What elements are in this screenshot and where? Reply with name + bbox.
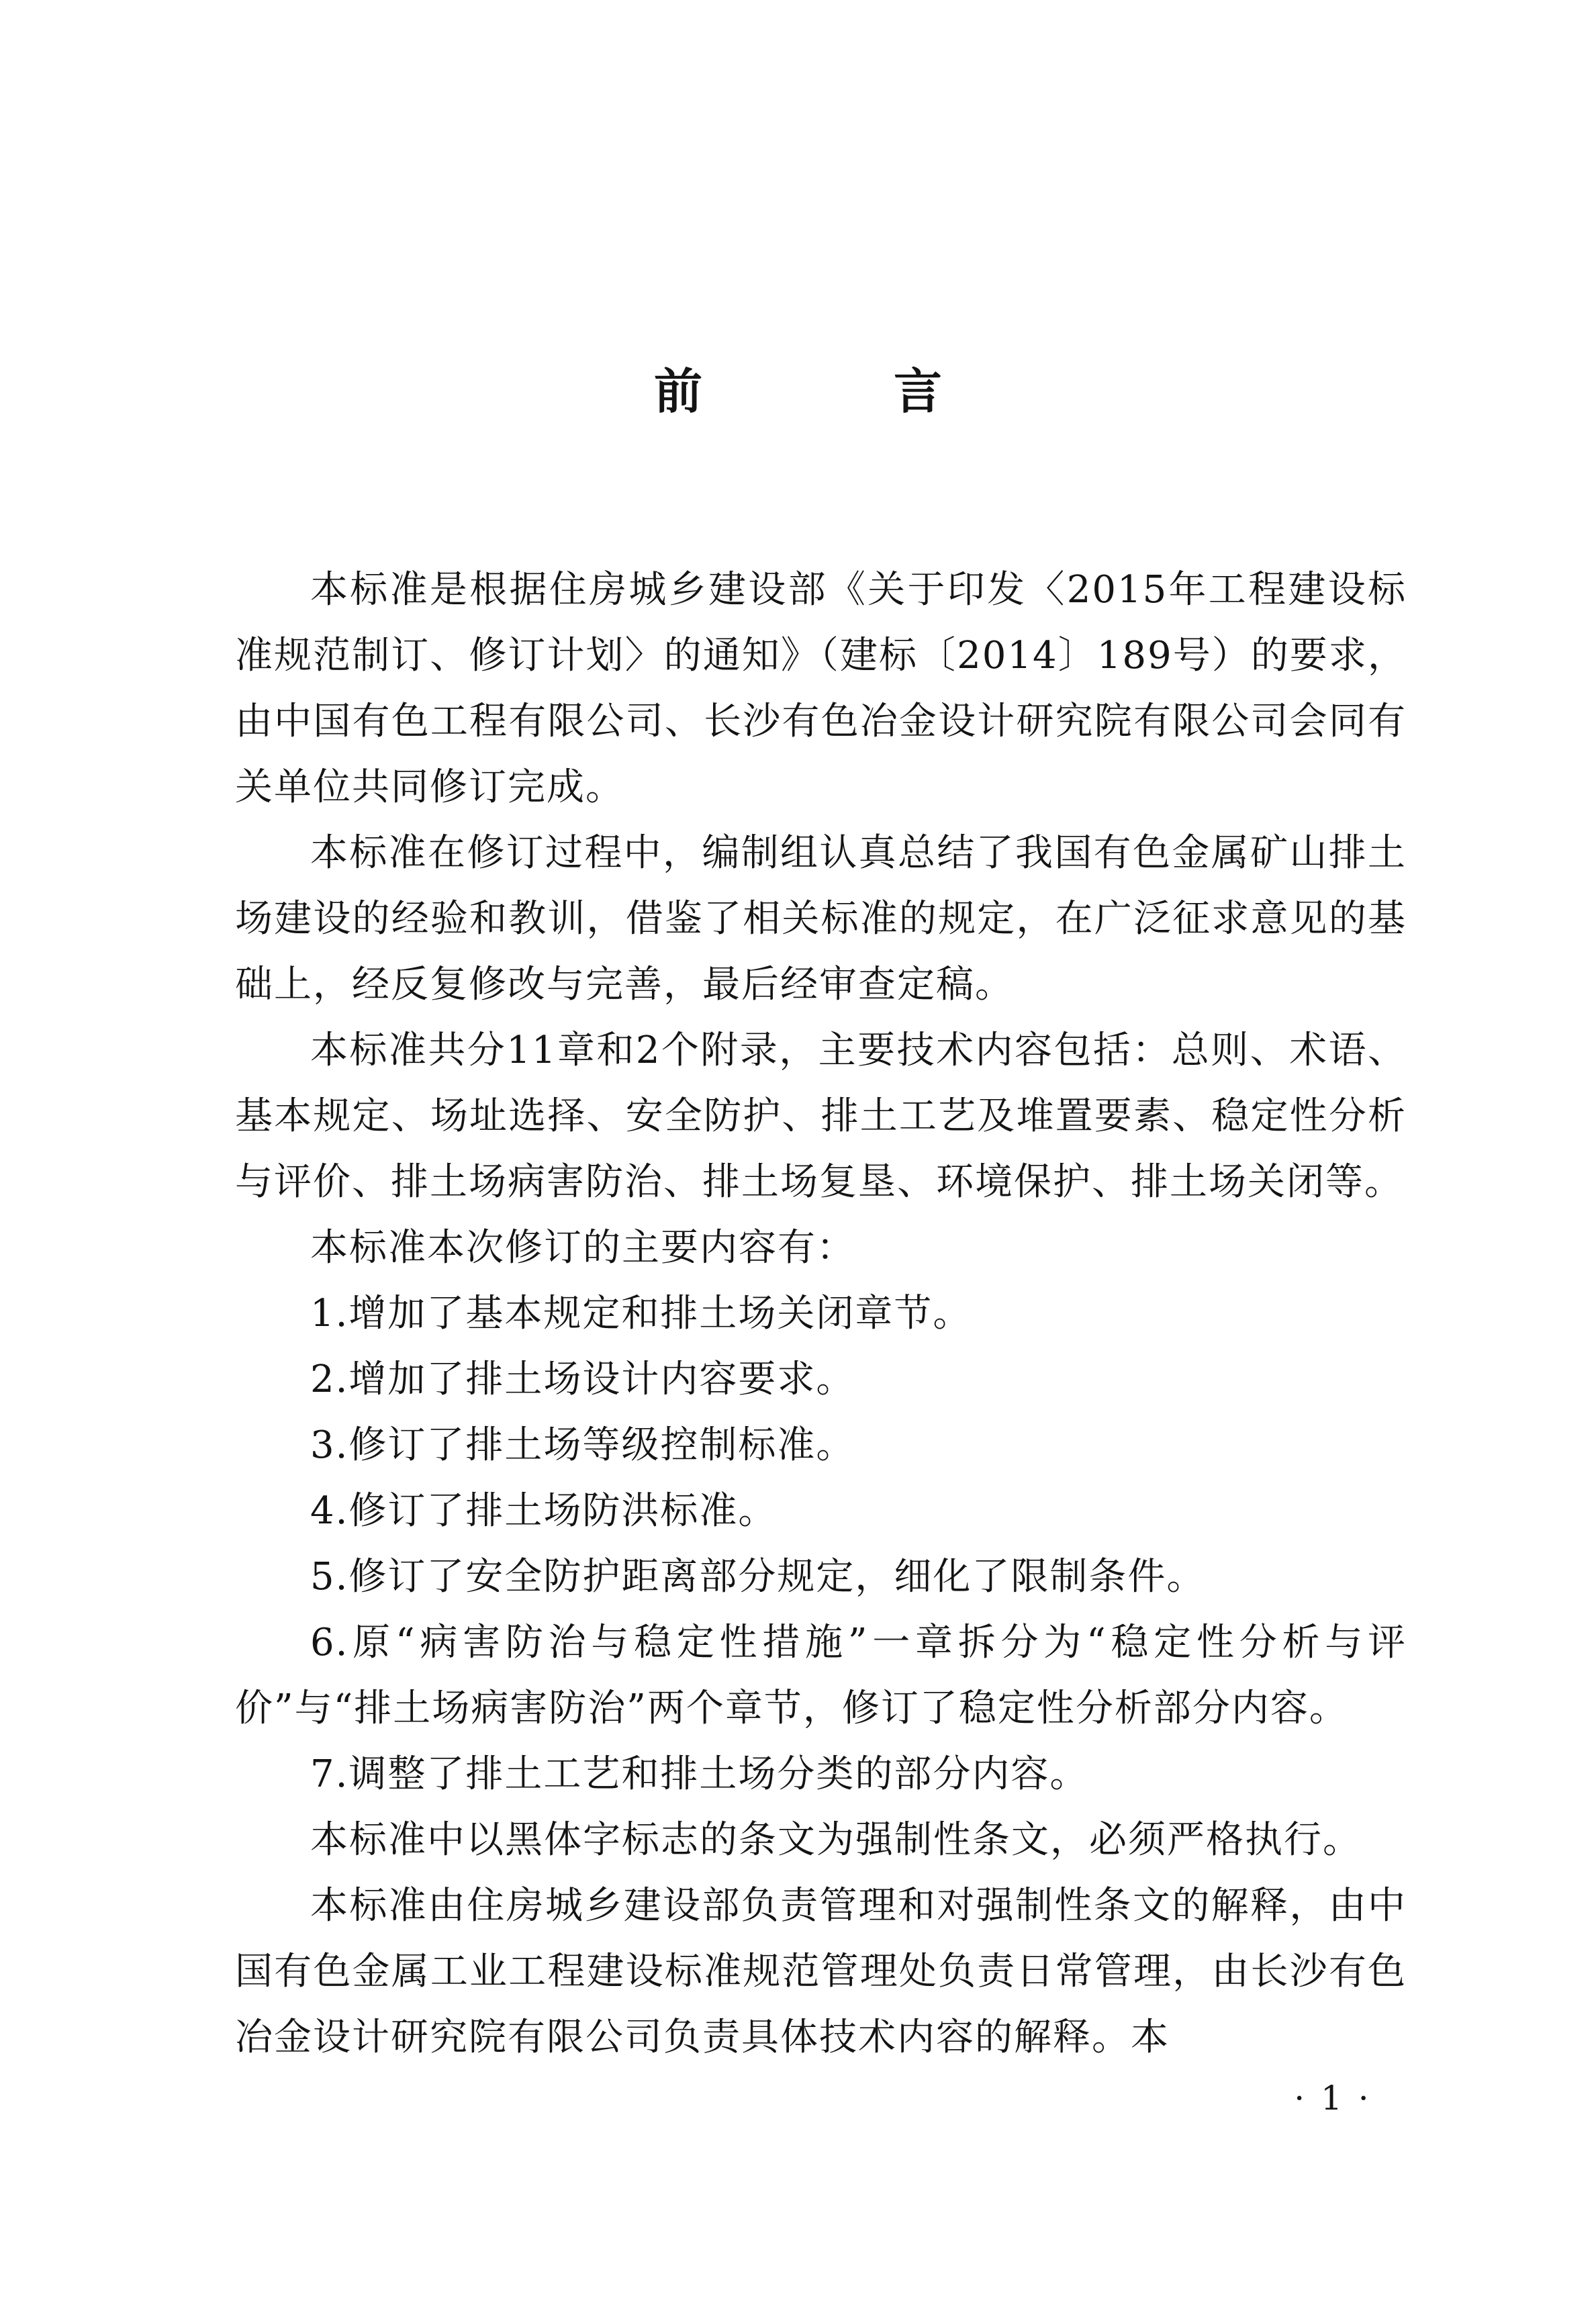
list-item: 3.修订了排土场等级控制标准。 (310, 1423, 855, 1467)
paragraph: 本标准由住房城乡建设部负责管理和对强制性条文的解释，由中国有色金属工业工程建设标准规范管理处负责日常管理，由长沙有色冶金设计研究院有限公司负责具体技术内容的解释。本 (235, 1884, 1407, 2059)
paragraph: 本标准是根据住房城乡建设部《关于印发〈2015年工程建设标准规范制订、修订计划〉的通知》（建标〔2014〕189号）的要求，由中国有色工程有限公司、长沙有色冶金设计研究院有限公司会同有关单位共同修订完成。 (235, 568, 1407, 809)
body-text (235, 557, 1407, 2071)
page-number: · 1 · (1294, 2079, 1372, 2118)
page-title: 前 言 (653, 363, 1030, 420)
list-item: 4.修订了排土场防洪标准。 (310, 1489, 778, 1533)
paragraph: 本标准在修订过程中，编制组认真总结了我国有色金属矿山排土场建设的经验和教训，借鉴了相关标准的规定，在广泛征求意见的基础上，经反复修改与完善，最后经审查定稿。 (235, 831, 1407, 1006)
list-item: 7.调整了排土工艺和排土场分类的部分内容。 (310, 1752, 1089, 1796)
list-item: 6.原“病害防治与稳定性措施”一章拆分为“稳定性分析与评价”与“排土场病害防治”两个章节，修订了稳定性分析部分内容。 (235, 1621, 1407, 1730)
paragraph: 本标准共分11章和2个附录，主要技术内容包括：总则、术语、基本规定、场址选择、安全防护、排土工艺及堆置要素、稳定性分析与评价、排土场病害防治、排土场复垦、环境保护、排土场关闭等。 (235, 1029, 1407, 1204)
paragraph: 本标准本次修订的主要内容有： (310, 1226, 855, 1270)
list-item: 5.修订了安全防护距离部分规定，细化了限制条件。 (310, 1555, 1206, 1599)
list-item: 2.增加了排土场设计内容要求。 (310, 1358, 855, 1401)
list-item: 1.增加了基本规定和排土场关闭章节。 (310, 1292, 972, 1335)
paragraph: 本标准中以黑体字标志的条文为强制性条文，必须严格执行。 (310, 1818, 1362, 1862)
